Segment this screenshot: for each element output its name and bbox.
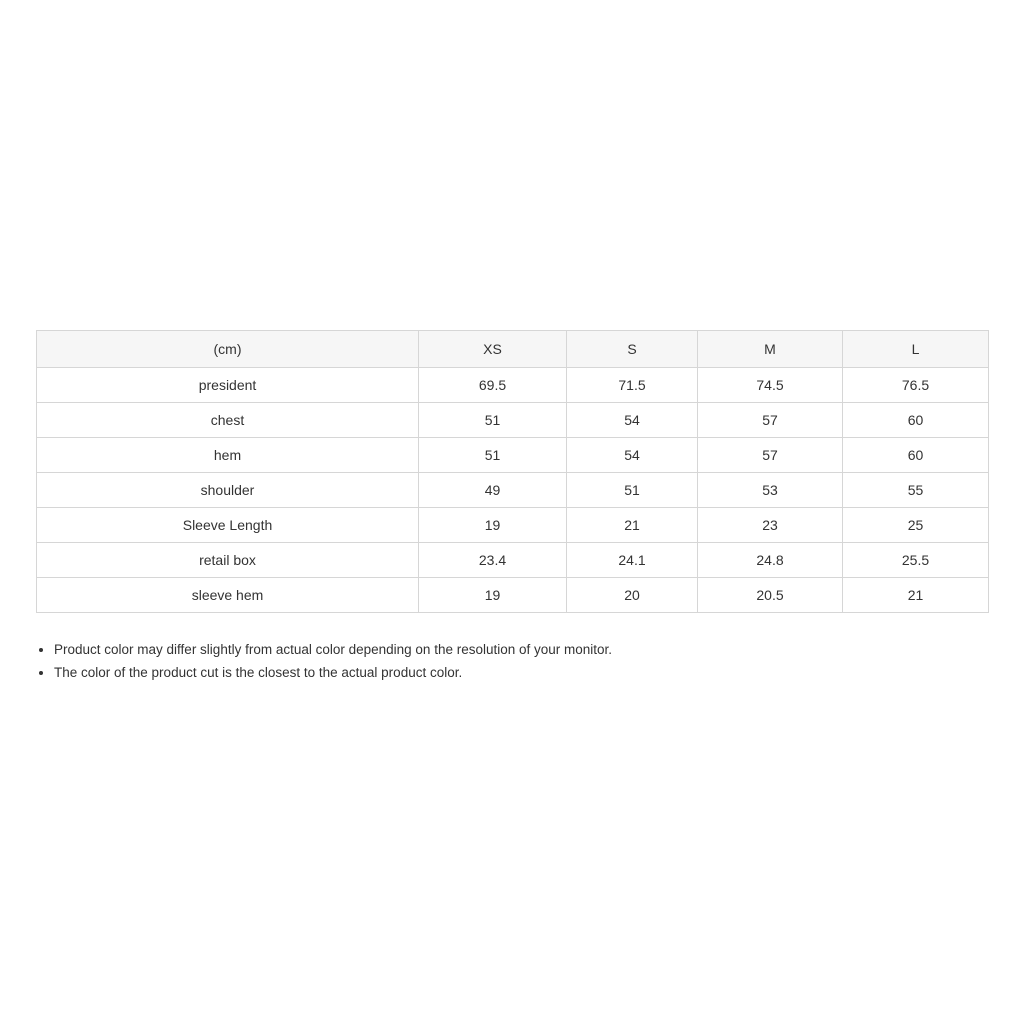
size-chart-table (36, 330, 989, 613)
table-cell: 54 (567, 403, 698, 438)
row-label: retail box (37, 543, 419, 578)
table-cell: 19 (419, 578, 567, 613)
table-row (37, 438, 989, 473)
table-cell: 20 (567, 578, 698, 613)
table-cell: 53 (698, 473, 843, 508)
table-cell: 74.5 (698, 368, 843, 403)
row-label: hem (37, 438, 419, 473)
table-row (37, 368, 989, 403)
table-cell: 51 (567, 473, 698, 508)
table-row (37, 403, 989, 438)
row-label: sleeve hem (37, 578, 419, 613)
table-row (37, 473, 989, 508)
table-cell: 23 (698, 508, 843, 543)
table-cell: 21 (567, 508, 698, 543)
table-cell: 19 (419, 508, 567, 543)
row-label: shoulder (37, 473, 419, 508)
note-item: • Product color may differ slightly from actual color depending on the resolution of your monitor. (54, 638, 612, 661)
table-cell: 71.5 (567, 368, 698, 403)
table-cell: 69.5 (419, 368, 567, 403)
row-label: president (37, 368, 419, 403)
table-cell: 20.5 (698, 578, 843, 613)
table-cell: 24.1 (567, 543, 698, 578)
table-row (37, 578, 989, 613)
table-cell: 25 (843, 508, 989, 543)
table-cell: 57 (698, 438, 843, 473)
table-cell: 49 (419, 473, 567, 508)
table-cell: 21 (843, 578, 989, 613)
table-cell: 60 (843, 438, 989, 473)
table-cell: 51 (419, 438, 567, 473)
table-cell: 23.4 (419, 543, 567, 578)
table-cell: 76.5 (843, 368, 989, 403)
size-chart-body (37, 368, 989, 613)
header-row (37, 331, 989, 368)
table-cell: 55 (843, 473, 989, 508)
note-item: • The color of the product cut is the closest to the actual product color. (54, 661, 612, 684)
table-row (37, 508, 989, 543)
table-cell: 60 (843, 403, 989, 438)
table-cell: 57 (698, 403, 843, 438)
row-label: Sleeve Length (37, 508, 419, 543)
table-cell: 51 (419, 403, 567, 438)
header-size-xs: XS (419, 331, 567, 368)
table-cell: 54 (567, 438, 698, 473)
size-chart-header (37, 331, 989, 368)
header-unit: (cm) (37, 331, 419, 368)
row-label: chest (37, 403, 419, 438)
table-cell: 24.8 (698, 543, 843, 578)
header-size-s: S (567, 331, 698, 368)
table-row (37, 543, 989, 578)
product-notes-list (36, 638, 612, 684)
table-cell: 25.5 (843, 543, 989, 578)
header-size-m: M (698, 331, 843, 368)
header-size-l: L (843, 331, 989, 368)
